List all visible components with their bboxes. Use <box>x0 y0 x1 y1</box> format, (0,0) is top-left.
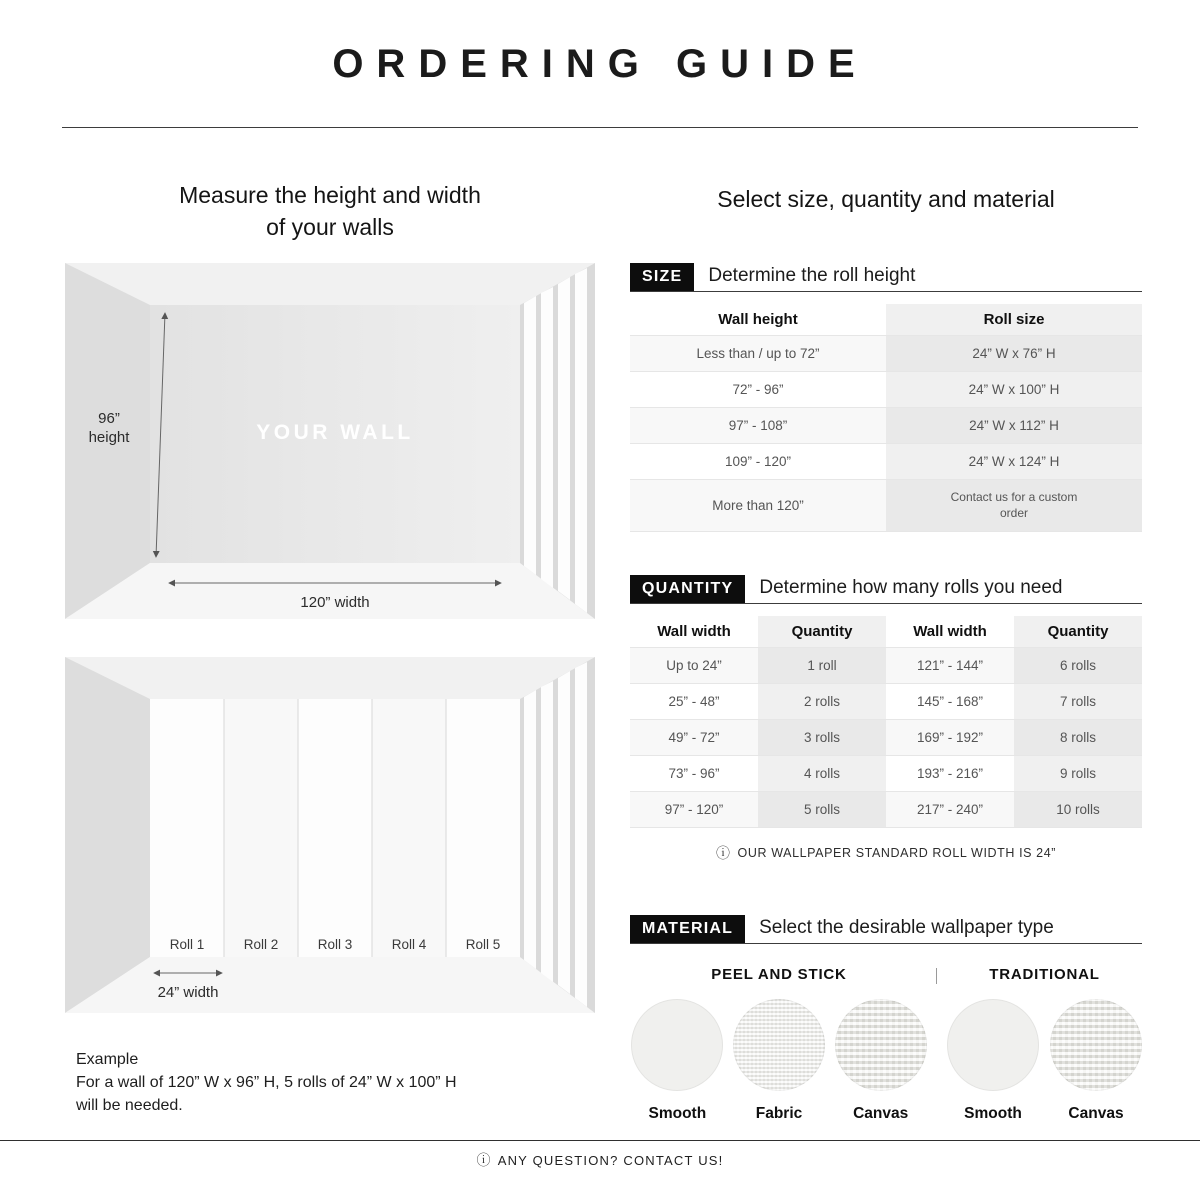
window-pane <box>541 681 553 982</box>
swatch-canvas-label: Canvas <box>853 1105 909 1123</box>
info-icon: ⓘ <box>715 845 731 862</box>
swatch-smooth-label: Smooth <box>964 1105 1022 1123</box>
roll-strip-3 <box>298 699 372 957</box>
smooth-texture-swatch <box>947 999 1039 1091</box>
cell-quantity: 5 rolls <box>758 792 886 828</box>
cell-wall-width: Up to 24” <box>630 648 758 684</box>
cell-roll-size: 24” W x 100” H <box>886 372 1142 408</box>
roll-width-label: 24” width <box>157 984 219 1001</box>
select-heading: Select size, quantity and material <box>717 186 1055 212</box>
cell-roll-size: 24” W x 124” H <box>886 444 1142 480</box>
your-wall-label: YOUR WALL <box>256 421 414 444</box>
size-section <box>630 263 1142 532</box>
cell-quantity: 7 rolls <box>1014 684 1142 720</box>
cell-wall-height: 97” - 108” <box>630 408 886 444</box>
room-diagram-rolls <box>65 657 595 1013</box>
roll-1-label: Roll 1 <box>169 937 205 952</box>
peel-and-stick-swatches <box>630 999 928 1123</box>
window-pane <box>524 296 536 575</box>
cell-wall-width: 97” - 120” <box>630 792 758 828</box>
roll-strip-2 <box>224 699 298 957</box>
cell-roll-size: 24” W x 76” H <box>886 336 1142 372</box>
quantity-subtitle: Determine how many rolls you need <box>759 577 1063 599</box>
window-pane <box>558 671 570 994</box>
quantity-section-header <box>630 575 1142 604</box>
swatch-canvas <box>1048 999 1144 1123</box>
material-group-divider <box>936 968 937 984</box>
peel-and-stick-title: PEEL AND STICK <box>711 966 847 984</box>
cell-wall-width: 73” - 96” <box>630 756 758 792</box>
cell-quantity: 6 rolls <box>1014 648 1142 684</box>
measure-heading-line2: of your walls <box>266 213 394 240</box>
qty-col-wall-width: Wall width <box>630 616 758 648</box>
material-section-header <box>630 915 1142 944</box>
roll-strip-4 <box>372 699 446 957</box>
cell-wall-width: 145” - 168” <box>886 684 1014 720</box>
cell-wall-width: 193” - 216” <box>886 756 1014 792</box>
example-block <box>76 1048 596 1118</box>
quantity-table-row <box>630 720 1142 756</box>
size-subtitle: Determine the roll height <box>708 265 916 287</box>
quantity-table-header-row <box>630 616 1142 648</box>
roll-width-note <box>630 846 1142 860</box>
window-pane <box>575 268 587 613</box>
swatch-canvas-label: Canvas <box>1068 1105 1124 1123</box>
size-table-header-row <box>630 304 1142 336</box>
cell-quantity: 2 rolls <box>758 684 886 720</box>
cell-wall-height: Less than / up to 72” <box>630 336 886 372</box>
cell-roll-size: 24” W x 112” H <box>886 408 1142 444</box>
quantity-table <box>630 616 1142 828</box>
window-pane <box>558 277 570 600</box>
material-groups <box>630 966 1142 1123</box>
page-title: ORDERING GUIDE <box>332 42 868 86</box>
cell-quantity: 3 rolls <box>758 720 886 756</box>
info-icon: ⓘ <box>476 1152 492 1168</box>
cell-wall-width: 25” - 48” <box>630 684 758 720</box>
floor <box>65 957 595 1013</box>
window-pane <box>575 662 587 1007</box>
cell-wall-height: 109” - 120” <box>630 444 886 480</box>
smooth-texture-swatch <box>631 999 723 1091</box>
example-title: Example <box>76 1051 139 1068</box>
material-badge: MATERIAL <box>630 915 745 943</box>
measure-heading-line1: Measure the height and width <box>179 182 481 208</box>
qty-col-quantity: Quantity <box>1014 616 1142 648</box>
size-section-header <box>630 263 1142 292</box>
height-value-label: 96” <box>98 410 120 427</box>
traditional-title: TRADITIONAL <box>989 966 1100 984</box>
fabric-texture-swatch <box>733 999 825 1091</box>
size-badge: SIZE <box>630 263 694 291</box>
cell-quantity: 9 rolls <box>1014 756 1142 792</box>
quantity-table-row <box>630 648 1142 684</box>
title-divider <box>62 127 1138 128</box>
size-table-row <box>630 408 1142 444</box>
cell-wall-width: 169” - 192” <box>886 720 1014 756</box>
size-table-row <box>630 372 1142 408</box>
measure-heading <box>60 180 600 243</box>
swatch-canvas <box>833 999 928 1123</box>
quantity-badge: QUANTITY <box>630 575 745 603</box>
example-line2: will be needed. <box>76 1097 183 1115</box>
size-col-wall-height: Wall height <box>630 304 886 336</box>
roll-strip-5 <box>446 699 520 957</box>
qty-col-quantity: Quantity <box>758 616 886 648</box>
cell-wall-width: 217” - 240” <box>886 792 1014 828</box>
ceiling <box>65 657 595 699</box>
cell-wall-height: More than 120” <box>630 480 886 532</box>
size-table-row <box>630 480 1142 532</box>
roll-width-note-text: OUR WALLPAPER STANDARD ROLL WIDTH IS 24” <box>737 846 1057 861</box>
cell-quantity: 8 rolls <box>1014 720 1142 756</box>
material-subtitle: Select the desirable wallpaper type <box>759 917 1054 939</box>
swatch-smooth-label: Smooth <box>648 1105 707 1123</box>
cell-wall-width: 121” - 144” <box>886 648 1014 684</box>
qty-col-wall-width: Wall width <box>886 616 1014 648</box>
height-unit-label: height <box>88 429 130 446</box>
size-table <box>630 304 1142 532</box>
custom-order-note: Contact us for a custom order <box>950 490 1078 520</box>
example-line1: For a wall of 120” W x 96” H, 5 rolls of 24” W x 100” H <box>76 1074 457 1092</box>
traditional-swatches <box>945 999 1144 1123</box>
material-group-peel-and-stick <box>630 966 928 1123</box>
ceiling <box>65 263 595 305</box>
canvas-texture-swatch <box>835 999 927 1091</box>
cell-wall-height: 72” - 96” <box>630 372 886 408</box>
window-pane <box>524 690 536 969</box>
quantity-section <box>630 575 1142 860</box>
width-label: 120” width <box>300 594 370 611</box>
footer-text: ANY QUESTION? CONTACT US! <box>497 1153 724 1168</box>
cell-quantity: 10 rolls <box>1014 792 1142 828</box>
roll-3-label: Roll 3 <box>317 937 353 952</box>
room-diagram-your-wall <box>65 263 595 619</box>
window-pane <box>541 287 553 588</box>
swatch-fabric <box>732 999 827 1123</box>
size-table-row <box>630 444 1142 480</box>
swatch-smooth <box>630 999 725 1123</box>
quantity-table-row <box>630 792 1142 828</box>
cell-roll-size <box>886 480 1142 532</box>
swatch-smooth <box>945 999 1041 1123</box>
canvas-texture-swatch <box>1050 999 1142 1091</box>
roll-5-label: Roll 5 <box>465 937 501 952</box>
quantity-table-row <box>630 684 1142 720</box>
roll-strip-1 <box>150 699 224 957</box>
cell-quantity: 4 rolls <box>758 756 886 792</box>
material-section <box>630 915 1142 1123</box>
cell-wall-width: 49” - 72” <box>630 720 758 756</box>
left-wall <box>65 657 150 1013</box>
size-col-roll-size: Roll size <box>886 304 1142 336</box>
quantity-table-row <box>630 756 1142 792</box>
swatch-fabric-label: Fabric <box>755 1105 803 1123</box>
cell-quantity: 1 roll <box>758 648 886 684</box>
footer <box>0 1153 1200 1168</box>
size-table-row <box>630 336 1142 372</box>
material-group-traditional <box>945 966 1144 1123</box>
roll-2-label: Roll 2 <box>243 937 279 952</box>
footer-divider <box>0 1140 1200 1141</box>
roll-4-label: Roll 4 <box>391 937 427 952</box>
